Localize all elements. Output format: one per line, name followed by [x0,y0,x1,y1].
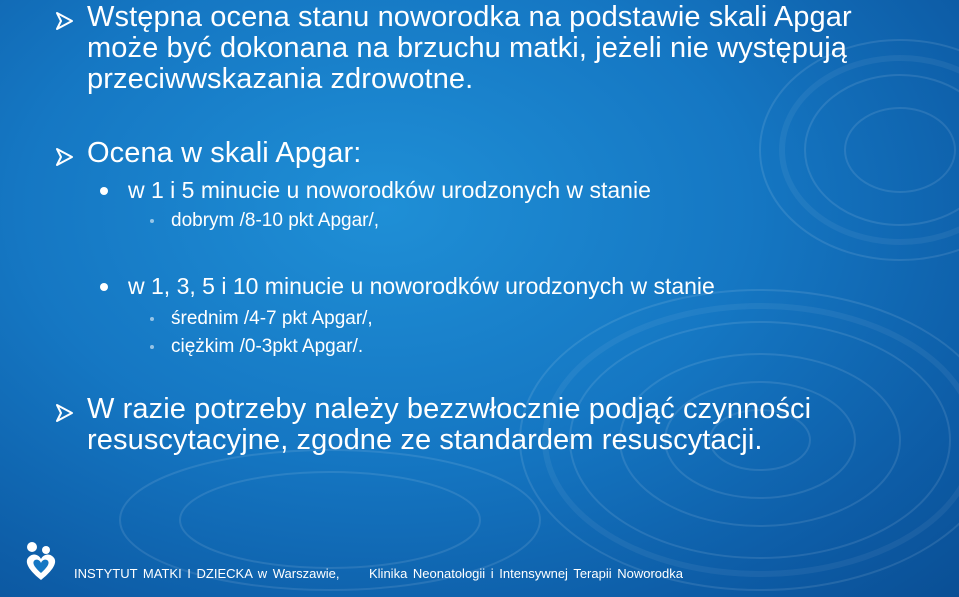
dot-bullet-icon [100,187,108,195]
small-bullet-icon [150,219,154,223]
arrow-bullet-icon [54,146,76,168]
bullet-initial-assessment [54,2,914,95]
arrow-bullet-icon [54,10,76,32]
small-bullet-icon [150,345,154,349]
apgar-detail-good [150,208,379,234]
footer-clinic: Klinika Neonatologii i Intensywnej Terapii Noworodka [369,566,683,581]
bullet-resuscitation [54,394,914,456]
bullet-text: Ocena w skali Apgar: [87,137,362,169]
apgar-item-text: w 1, 3, 5 i 10 minucie u noworodków urodzonych w stanie [128,273,715,299]
bullet-apgar-heading [54,138,361,169]
bullet-text: Wstępna ocena stanu noworodka na podstawie skali Apgar może być dokonana na brzuchu matki, jeżeli nie występują przeciwwskazania zdrowotne. [87,1,852,95]
institute-logo-icon [22,540,60,584]
apgar-detail-severe [150,334,363,360]
apgar-detail-text: średnim /4-7 pkt Apgar/, [171,308,373,329]
apgar-detail-text: ciężkim /0-3pkt Apgar/. [171,336,364,357]
dot-bullet-icon [100,283,108,291]
footer-institute: INSTYTUT MATKI I DZIECKA w Warszawie, [74,566,340,581]
apgar-item-1 [100,176,651,204]
arrow-bullet-icon [54,402,76,424]
apgar-item-text: w 1 i 5 minucie u noworodków urodzonych w stanie [128,177,651,203]
apgar-detail-text: dobrym /8-10 pkt Apgar/, [171,210,380,231]
footer [0,540,959,597]
bullet-text: W razie potrzeby należy bezzwłocznie podjąć czynności resuscytacyjne, zgodne ze standardem resuscytacji. [87,393,812,456]
apgar-item-2 [100,272,715,300]
small-bullet-icon [150,317,154,321]
apgar-detail-medium [150,306,373,332]
